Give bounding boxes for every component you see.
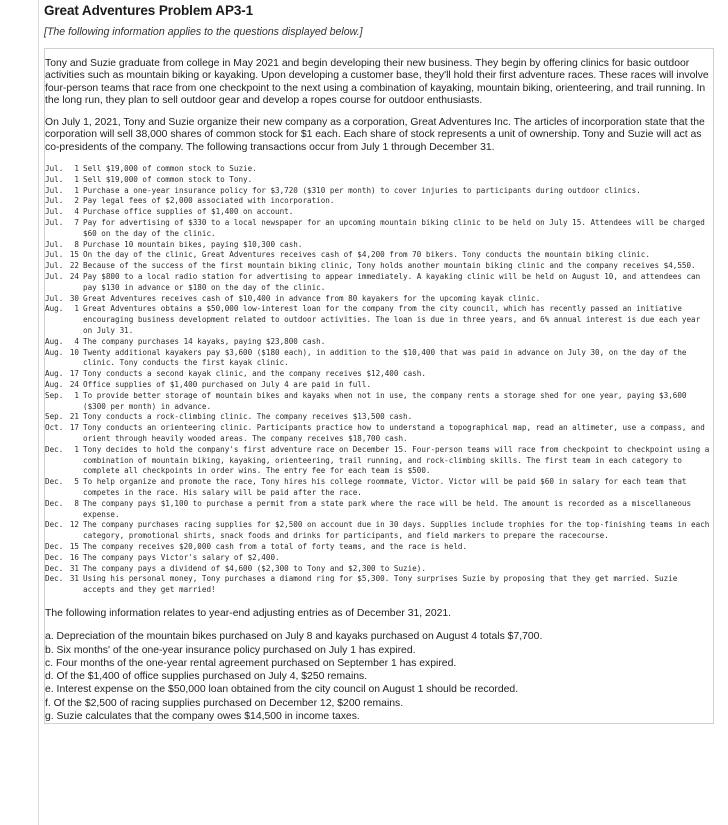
adjusting-entry-item: g. Suzie calculates that the company owes $14,500 in income taxes. [45, 711, 360, 723]
transaction-day: 31 [69, 574, 79, 584]
transaction-text: Because of the success of the first mountain biking clinic, Tony holds another mountain biking clinic and the company receives $4,550. [83, 261, 696, 271]
intro-paragraph: Tony and Suzie graduate from college in May 2021 and begin developing their new business. They begin by offering clinics for basic outdoor activities such as mountain biking or kayaking. Upon developing a customer base, they'll hold their first adventure races. These races will involve four-person teams that race from one checkpoint to the next using a combination of kayaking, mountain biking, orienteering, and trail running. In the long run, they plan to sell outdoor gear and develop a ropes course for outdoor enthusiasts. [45, 58, 709, 106]
transaction-month: Jul. [45, 164, 64, 174]
transaction-month: Aug. [45, 336, 64, 346]
transaction-text: Purchase a one-year insurance policy for $3,720 ($310 per month) to cover injuries to participants during outdoor clinics. [83, 185, 641, 195]
transaction-month: Dec. [45, 563, 64, 573]
transaction-text: Purchase office supplies of $1,400 on account. [83, 207, 294, 217]
transaction-day: 24 [69, 272, 79, 282]
transaction-day: 1 [74, 304, 79, 314]
transaction-day: 1 [74, 174, 79, 184]
transaction-month: Dec. [45, 498, 64, 508]
transaction-text: The company purchases racing supplies for $2,500 on account due in 30 days. Supplies include trophies for the top-finishing teams in each category, promotional shirts, snack foods and drinks for participants, and field markers to prepare the racecourse. [83, 520, 710, 541]
transaction-row [45, 164, 713, 175]
transaction-row [45, 499, 713, 521]
transaction-month: Aug. [45, 380, 64, 390]
transaction-text: Tony decides to hold the company's first adventure race on December 15. Four-person teams will race from checkpoint to checkpoint using a combination of mountain biking, kayaking, orienteering, trail running, and rock-climbing skills. The first team in each category to complete all checkpoints in order wins. The entry fee for each team is $500. [83, 444, 710, 476]
transaction-month: Jul. [45, 261, 64, 271]
transaction-row [45, 218, 713, 240]
transaction-day: 10 [69, 347, 79, 357]
transaction-day: 22 [69, 261, 79, 271]
adjusting-entry-item: a. Depreciation of the mountain bikes purchased on July 8 and kayaks purchased on August 4 totals $7,700. [45, 631, 543, 643]
transaction-text: The company receives $20,000 cash from a total of forty teams, and the race is held. [83, 541, 468, 551]
transaction-day: 30 [69, 293, 79, 303]
transaction-day: 12 [69, 520, 79, 530]
transaction-day: 4 [74, 207, 79, 217]
transaction-day: 8 [74, 498, 79, 508]
transaction-row [45, 348, 713, 370]
transaction-row [45, 542, 713, 553]
transaction-text: Pay for advertising of $330 to a local newspaper for an upcoming mountain biking clinic to be held on July 15. Attendees will be charged $60 on the day of the clinic. [83, 218, 705, 238]
organization-paragraph: On July 1, 2021, Tony and Suzie organize their new company as a corporation, Great Adventures Inc. The articles of incorporation state that the corporation will sell 38,000 shares of common stock for $1 each. Each share of stock represents a unit of ownership. Tony and Suzie will act as co-presidents of the company. The following transactions occur from July 1 through December 31. [45, 117, 705, 153]
transaction-text: Tony conducts a rock-climbing clinic. The company receives $13,500 cash. [83, 412, 413, 422]
transaction-row [45, 207, 713, 218]
transaction-text: Purchase 10 mountain bikes, paying $10,300 cash. [83, 239, 303, 249]
transaction-month: Jul. [45, 293, 64, 303]
transaction-row [45, 261, 713, 272]
transaction-row [45, 272, 713, 294]
transaction-day: 8 [74, 239, 79, 249]
transaction-row [45, 240, 713, 251]
transaction-day: 31 [69, 563, 79, 573]
transaction-text: Office supplies of $1,400 purchased on July 4 are paid in full. [83, 380, 372, 390]
problem-info-box [44, 48, 714, 724]
transaction-month: Jul. [45, 185, 64, 195]
adjusting-entry-item: d. Of the $1,400 of office supplies purchased on July 4, $250 remains. [45, 671, 368, 683]
transaction-month: Sep. [45, 412, 64, 422]
transaction-month: Dec. [45, 574, 64, 584]
adjusting-entry-item: e. Interest expense on the $50,000 loan obtained from the city council on August 1 should be recorded. [45, 684, 519, 696]
transaction-month: Dec. [45, 541, 64, 551]
transaction-text: The company pays a dividend of $4,600 ($2,300 to Tony and $2,300 to Suzie). [83, 563, 426, 573]
transaction-text: On the day of the clinic, Great Adventures receives cash of $4,200 from 70 bikers. Tony conducts the mountain biking clinic. [83, 250, 650, 260]
problem-subtitle: [The following information applies to the questions displayed below.] [44, 26, 363, 38]
transaction-row [45, 423, 713, 445]
problem-title: Great Adventures Problem AP3-1 [44, 3, 254, 18]
transaction-text: Pay $800 to a local radio station for advertising to appear immediately. A kayaking clinic will be held on August 10, and attendees can pay $130 in advance or $180 on the day of the clinic. [83, 272, 701, 292]
adjusting-entries-list [45, 630, 713, 723]
transaction-month: Jul. [45, 207, 64, 217]
transaction-row [45, 564, 713, 575]
transaction-month: Oct. [45, 423, 64, 433]
transaction-text: Great Adventures receives cash of $10,400 in advance from 80 kayakers for the upcoming kayak clinic. [83, 293, 541, 303]
transaction-month: Aug. [45, 304, 64, 314]
transaction-row [45, 175, 713, 186]
transaction-day: 1 [74, 390, 79, 400]
transaction-text: The company pays Victor's salary of $2,400. [83, 552, 280, 562]
transaction-text: The company purchases 14 kayaks, paying $23,800 cash. [83, 336, 326, 346]
transaction-month: Jul. [45, 218, 64, 228]
transaction-row [45, 250, 713, 261]
transaction-month: Aug. [45, 369, 64, 379]
transaction-day: 2 [74, 196, 79, 206]
transactions-list [45, 164, 713, 596]
transaction-day: 1 [74, 185, 79, 195]
transaction-row [45, 391, 713, 413]
adjusting-entry-item: b. Six months' of the one-year insurance policy purchased on July 1 has expired. [45, 644, 416, 656]
transaction-text: To help organize and promote the race, Tony hires his college roommate, Victor. Victor will be paid $60 in salary for each team that competes in the race. His salary will be paid after the race. [83, 477, 687, 497]
transaction-day: 15 [69, 541, 79, 551]
transaction-day: 15 [69, 250, 79, 260]
transaction-day: 17 [69, 423, 79, 433]
transaction-month: Dec. [45, 477, 64, 487]
transaction-month: Jul. [45, 250, 64, 260]
transaction-text: Twenty additional kayakers pay $3,600 ($180 each), in addition to the $10,400 that was paid in advance on July 30, on the day of the clinic. Tony conducts the first kayak clinic. [83, 347, 687, 368]
transaction-day: 1 [74, 444, 79, 454]
transaction-text: Great Adventures obtains a $50,000 low-interest loan for the company from the city council, which has recently passed an initiative encouraging business development related to outdoor activities. The loan is due in three years, and 6% annual interest is due each year on July 31. [83, 304, 701, 336]
transaction-row [45, 445, 713, 477]
transaction-month: Jul. [45, 196, 64, 206]
transaction-text: To provide better storage of mountain bikes and kayaks when not in use, the company rents a storage shed for one year, paying $3,600 ($300 per month) in advance. [83, 390, 687, 411]
transaction-day: 24 [69, 380, 79, 390]
transaction-row [45, 477, 713, 499]
transaction-day: 21 [69, 412, 79, 422]
adjusting-entry-item: c. Four months of the one-year rental agreement purchased on September 1 has expired. [45, 657, 457, 669]
left-border-line [38, 0, 39, 825]
transaction-month: Sep. [45, 390, 64, 400]
transaction-month: Dec. [45, 520, 64, 530]
transaction-row [45, 369, 713, 380]
transaction-day: 1 [74, 164, 79, 174]
transaction-text: Pay legal fees of $2,000 associated with incorporation. [83, 196, 335, 206]
transaction-text: Tony conducts a second kayak clinic, and the company receives $12,400 cash. [83, 369, 426, 379]
transaction-row [45, 380, 713, 391]
transaction-text: Sell $19,000 of common stock to Suzie. [83, 164, 257, 174]
transaction-month: Aug. [45, 347, 64, 357]
transaction-row [45, 337, 713, 348]
transaction-text: Tony conducts an orienteering clinic. Participants practice how to understand a topographical map, read an altimeter, use a compass, and orient through heavily wooded areas. The company receives $18,700 cash. [83, 423, 705, 443]
transaction-day: 5 [74, 477, 79, 487]
transaction-day: 16 [69, 552, 79, 562]
problem-content [44, 3, 714, 724]
transaction-month: Jul. [45, 272, 64, 282]
transaction-row [45, 196, 713, 207]
transaction-text: Using his personal money, Tony purchases a diamond ring for $5,300. Tony surprises Suzie by proposing that they get married. Suzie accepts and they get married! [83, 574, 678, 595]
transaction-row [45, 304, 713, 336]
transaction-row [45, 574, 713, 596]
transaction-row [45, 412, 713, 423]
transaction-row [45, 553, 713, 564]
transaction-text: The company pays $1,100 to purchase a permit from a state park where the race will be held. The amount is recorded as a miscellaneous expense. [83, 498, 692, 519]
transaction-text: Sell $19,000 of common stock to Tony. [83, 174, 253, 184]
transaction-month: Jul. [45, 239, 64, 249]
adjusting-intro: The following information relates to year-end adjusting entries as of December 31, 2021. [45, 607, 452, 619]
transaction-month: Dec. [45, 552, 64, 562]
transaction-month: Jul. [45, 174, 64, 184]
transaction-row [45, 294, 713, 305]
transaction-month: Dec. [45, 444, 64, 454]
transaction-day: 17 [69, 369, 79, 379]
transaction-day: 7 [74, 218, 79, 228]
transaction-row [45, 520, 713, 542]
transaction-row [45, 186, 713, 197]
transaction-day: 4 [74, 336, 79, 346]
adjusting-entry-item: f. Of the $2,500 of racing supplies purchased on December 12, $200 remains. [45, 697, 404, 709]
